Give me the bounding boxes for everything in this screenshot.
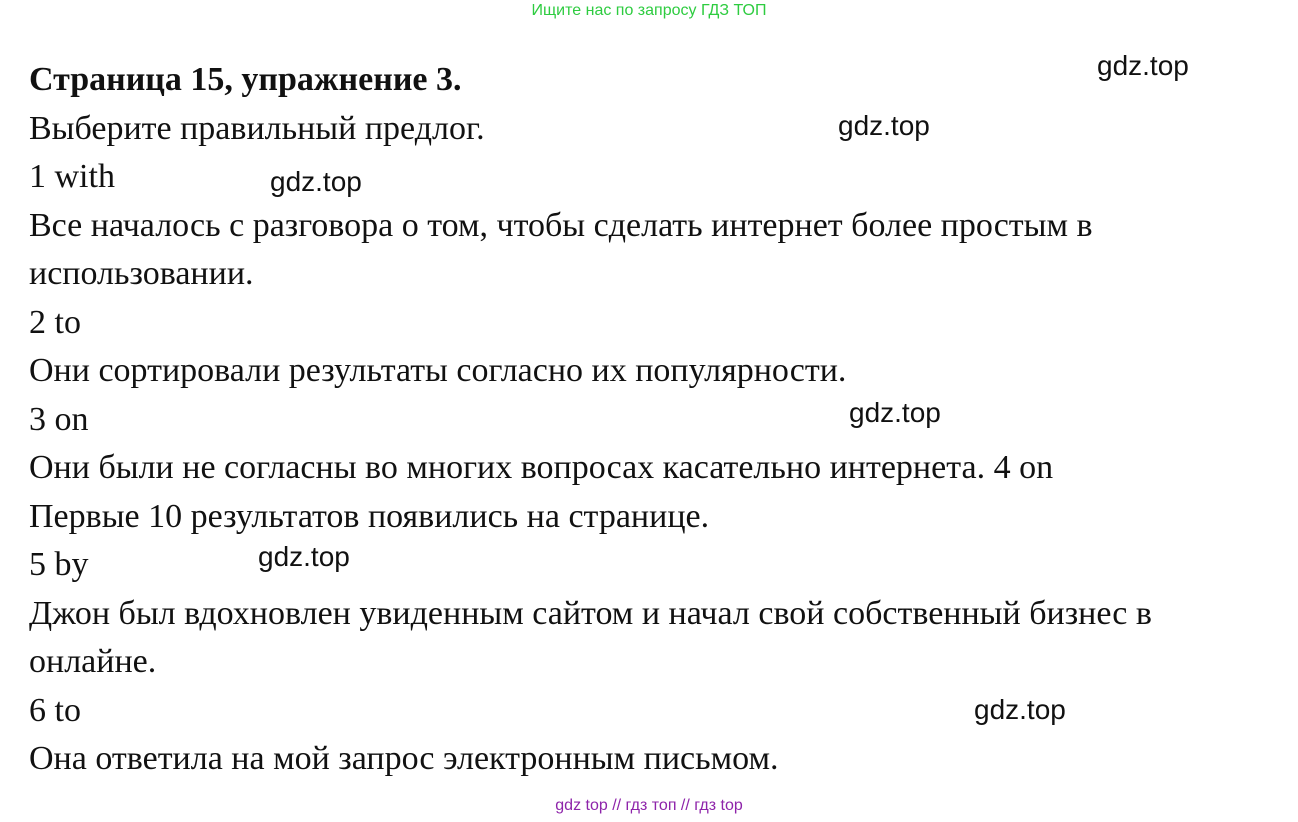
page-title: Страница 15, упражнение 3. (29, 61, 462, 98)
translation-line: Они были не согласны во многих вопросах касательно интернета. 4 on (29, 449, 1054, 486)
answer-line: 5 by (29, 546, 89, 583)
answer-line: 6 to (29, 691, 81, 729)
top-banner: Ищите нас по запросу ГДЗ ТОП (531, 2, 767, 19)
translation-line: Все началось с разговора о том, чтобы сделать интернет более простым в использовании. (29, 206, 1093, 292)
answer-line: 1 with (29, 158, 115, 195)
watermark-text: gdz.top (1097, 50, 1189, 81)
translation-line: Джон был вдохновлен увиденным сайтом и начал свой собственный бизнес в онлайне. (29, 594, 1152, 680)
exercise-content (29, 56, 1279, 784)
translation-line: Она ответила на мой запрос электронным письмом. (29, 740, 779, 777)
footer-links: gdz top // гдз топ // гдз top (555, 797, 743, 814)
watermark-text: gdz.top (849, 397, 941, 428)
watermark-text: gdz.top (258, 541, 350, 572)
translation-line: Они сортировали результаты согласно их популярности. (29, 352, 847, 389)
translation-line: Первые 10 результатов появились на странице. (29, 497, 710, 535)
watermark-text: gdz.top (270, 166, 362, 197)
watermark-text: gdz.top (974, 694, 1066, 725)
answer-line: 3 on (29, 400, 89, 438)
watermark-text: gdz.top (838, 110, 930, 141)
instruction-line: Выберите правильный предлог. (29, 109, 485, 147)
answer-line: 2 to (29, 303, 81, 341)
